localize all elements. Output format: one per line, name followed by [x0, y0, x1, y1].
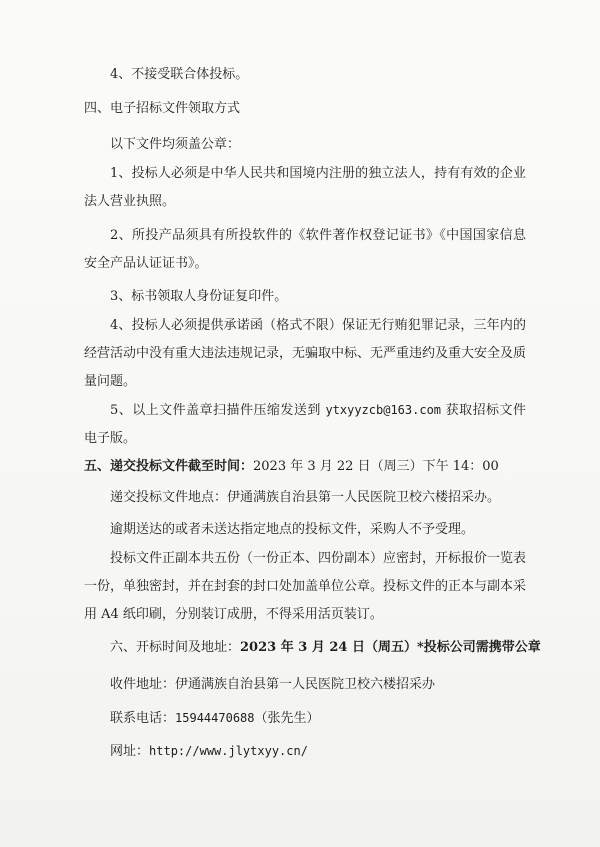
- item-5-suffix: 获取招标文件电子版。: [84, 403, 526, 446]
- website-link[interactable]: http://www.jlytxyy.cn/: [149, 744, 308, 758]
- contact-label: 联系电话：: [110, 711, 176, 726]
- section-5-time: 2023 年 3 月 22 日（周三）下午 14：00: [253, 459, 499, 474]
- requirement-item-5: [84, 396, 526, 453]
- section-6-time: 2023 年 3 月 24 日（周五）*投标公司需携带公章: [240, 640, 541, 655]
- section-5-heading: 五、递交投标文件截至时间：: [84, 459, 254, 474]
- requirement-item-4: 4、投标人必须提供承诺函（格式不限）保证无行贿犯罪记录，三年内的经营活动中没有重大违法违规记录，无骗取中标、无严重违约及重大安全及质量问题。: [84, 318, 527, 389]
- submit-location: 递交投标文件地点：伊通满族自治县第一人民医院卫校六楼招采办。: [110, 490, 501, 505]
- requirement-item-2: 2、所投产品须具有所投软件的《软件著作权登记证书》《中国国家信息安全产品认证证书》。: [84, 228, 526, 271]
- section-6-heading: 六、开标时间及地址：: [110, 640, 241, 655]
- website-label: 网址：: [110, 744, 150, 759]
- item-5-prefix: 5、以上文件盖章扫描件压缩发送到: [110, 403, 326, 418]
- contact-line: [110, 704, 526, 733]
- para-item-4: 4、不接受联合体投标。: [110, 67, 249, 82]
- section-4-heading: 四、电子招标文件领取方式: [84, 101, 241, 116]
- website-line: [110, 737, 526, 766]
- requirement-item-3: 3、标书领取人身份证复印件。: [110, 289, 288, 304]
- receiver-address: 收件地址：伊通满族自治县第一人民医院卫校六楼招采办: [110, 677, 436, 692]
- copies-notice: 投标文件正副本共五份（一份正本、四份副本）应密封，开标报价一览表一份，单独密封，并在封套的封口处加盖单位公章。投标文件的正本与副本采用 A4 纸印刷，分别装订成册，不得采用活页装订。: [84, 551, 527, 622]
- contact-phone: 15944470688: [175, 711, 255, 725]
- contact-name: （张先生）: [254, 711, 320, 726]
- email-address[interactable]: ytxyyzcb@163.com: [325, 403, 442, 417]
- late-notice: 逾期送达的或者未送达指定地点的投标文件，采购人不予受理。: [110, 522, 475, 537]
- section-4-intro: 以下文件均须盖公章：: [110, 137, 241, 152]
- section-6-line: [110, 633, 541, 662]
- requirement-item-1: 1、投标人必须是中华人民共和国境内注册的独立法人，持有有效的企业法人营业执照。: [84, 166, 526, 209]
- section-5-line: [84, 452, 526, 481]
